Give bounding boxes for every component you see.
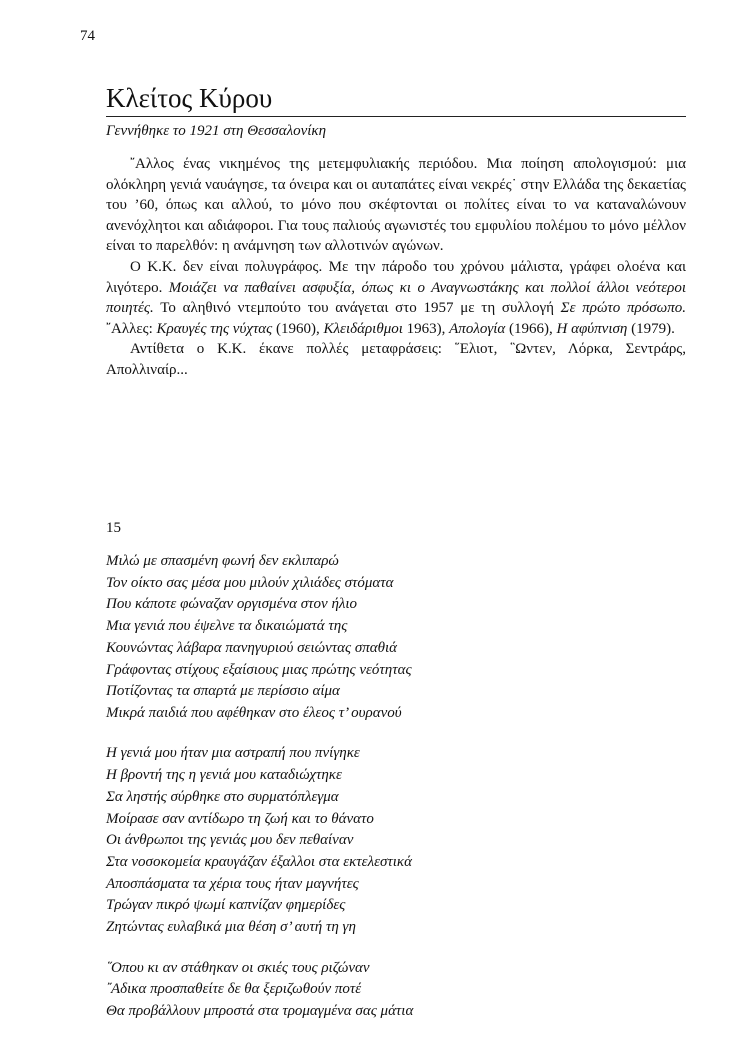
collection-title: Κραυγές της νύχτας — [156, 320, 273, 337]
bio-text: (1979). — [627, 320, 675, 337]
poem-stanza — [106, 958, 686, 1023]
poem-line: Η βροντή της η γενιά μου καταδιώχτηκε — [106, 767, 342, 784]
bio-text: (1960), — [272, 320, 324, 337]
bio-paragraph-1: ῎Αλλος ένας νικημένος της μετεμφυλιακής περιόδου. Μια ποίηση απολογισμού: μια ολόκληρη γενιά ναυάγησε, τα όνειρα και οι αυταπάτες είναι νεκρές˙ στην Ελλάδα της δεκαετίας του ’60, όπως και αλλού, το μόνο που σκέφτονται οι πολίτες είναι το να καταναλώνουν ανενόχλητοι και αδιάφοροι. Για τους παλιούς αγωνιστές του εμφυλίου πολέμου το μόνο μέλλον είναι το παρελθόν: η ανάμνηση των αλλοτινών αγώνων. — [106, 156, 686, 255]
poem-line: Μοίρασε σαν αντίδωρο τη ζωή και το θάνατο — [106, 810, 374, 827]
poem-line: Αποσπάσματα τα χέρια τους ήταν μαγνήτες — [106, 875, 359, 892]
author-name: Κλείτος Κύρου — [106, 82, 686, 117]
bio-paragraph-3: Αντίθετα ο Κ.Κ. έκανε πολλές μεταφράσεις: ῞Ελιοτ, ῝Ωντεν, Λόρκα, Σεντράρς, Απολλιναίρ... — [106, 341, 686, 378]
poem-number: 15 — [106, 520, 121, 536]
bio-text: ῎Αλλες: — [106, 320, 157, 337]
poem-line: Ποτίζοντας τα σπαρτά με περίσσιο αίμα — [106, 683, 340, 700]
poem-line: Τρώγαν πικρό ψωμί καπνίζαν φημερίδες — [106, 897, 346, 914]
page-number: 74 — [80, 28, 95, 44]
poem-line: Ζητώντας ευλαβικά μια θέση σ’ αυτή τη γη — [106, 919, 356, 936]
poem-stanza — [106, 551, 686, 725]
bio-italic: Μοιάζει να παθαίνει ασφυξία, όπως κι ο Αναγνωστάκης και πολλοί άλλοι νεότεροι ποιητές. — [106, 279, 687, 317]
bio-text: 1963), — [402, 320, 450, 337]
poet-header — [106, 82, 686, 140]
poem-line: Που κάποτε φώναζαν οργισμένα στον ήλιο — [106, 596, 358, 613]
poem-line: Γράφοντας στίχους εξαίσιους μιας πρώτης νεότητας — [106, 661, 412, 678]
poem-stanza — [106, 743, 686, 938]
poem-line: Μικρά παιδιά που αφέθηκαν στο έλεος τ’ ουρανού — [106, 704, 402, 721]
bio-text: Το αληθινό ντεμπούτο του ανάγεται στο 1957 με τη συλλογή — [153, 300, 561, 317]
collection-title: Κλειδάριθμοι — [323, 320, 403, 337]
birth-line: Γεννήθηκε το 1921 στη Θεσσαλονίκη — [106, 123, 327, 139]
collection-title: Σε πρώτο πρόσωπο. — [560, 300, 686, 317]
poem-line: ῞Οπου κι αν στάθηκαν οι σκιές τους ριζώναν — [106, 959, 370, 976]
poem-line: Θα προβάλλουν μπροστά στα τρομαγμένα σας μάτια — [106, 1002, 414, 1019]
poem-line: ῎Αδικα προσπαθείτε δε θα ξεριζωθούν ποτέ — [106, 981, 362, 998]
poem-line: Μιλώ με σπασμένη φωνή δεν εκλιπαρώ — [106, 553, 339, 569]
poem-line: Σα ληστής σύρθηκε στο συρματόπλεγμα — [106, 788, 339, 805]
poem-line: Τον οίκτο σας μέσα μου μιλούν χιλιάδες στόματα — [106, 574, 394, 591]
bio-text: Ο Κ.Κ. δεν είναι πολυγράφος. Με την πάροδο του χρόνου μάλιστα, γράφει ολοένα και λιγότερο. — [106, 258, 686, 296]
poem-body — [106, 551, 686, 1041]
bio-paragraph-2 — [106, 257, 686, 339]
poem-line: Μια γενιά που έψελνε τα δικαιώματά της — [106, 618, 348, 635]
poem-line: Η γενιά μου ήταν μια αστραπή που πνίγηκε — [106, 745, 360, 762]
collection-title: Απολογία — [449, 320, 506, 337]
biography — [106, 154, 686, 381]
collection-title: Η αφύπνιση — [556, 320, 628, 337]
poem-line: Οι άνθρωποι της γενιάς μου δεν πεθαίναν — [106, 832, 354, 849]
poem-line: Στα νοσοκομεία κραυγάζαν έξαλλοι στα εκτελεστικά — [106, 853, 412, 870]
poem-line: Κουνώντας λάβαρα πανηγυριού σειώντας σπαθιά — [106, 639, 398, 656]
bio-text: (1966), — [505, 320, 557, 337]
